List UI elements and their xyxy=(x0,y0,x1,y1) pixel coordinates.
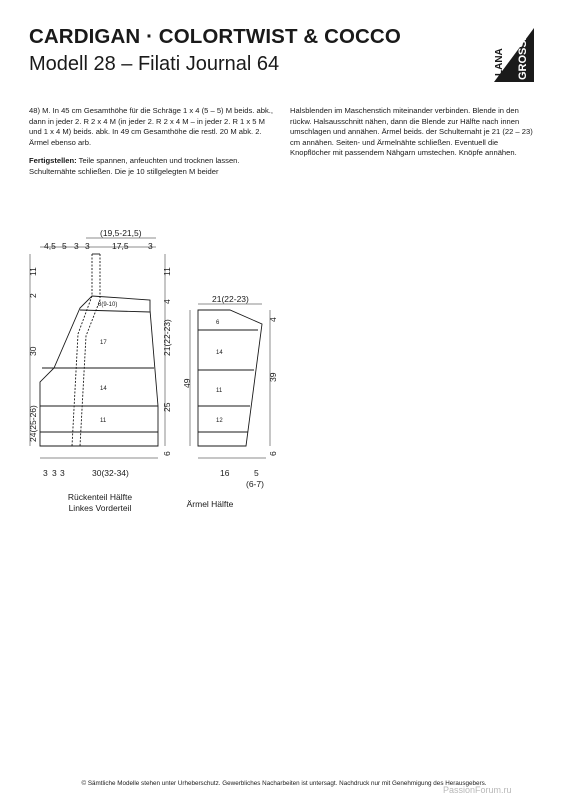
caption-line: Rückenteil Hälfte xyxy=(67,492,133,502)
dim-label: 11 xyxy=(28,267,38,276)
page-title: CARDIGAN · COLORTWIST & COCCO xyxy=(29,25,401,48)
svg-text:LANA: LANA xyxy=(494,48,505,76)
dim-label: 30(32-34) xyxy=(92,468,129,478)
stripe-label: 14 xyxy=(100,386,107,392)
dim-label: 6 xyxy=(268,451,278,456)
svg-text:GROSSA: GROSSA xyxy=(517,32,529,80)
dim-label: 49 xyxy=(182,378,192,388)
paragraph: 48) M. In 45 cm Gesamthöhe für die Schräge 1 x 4 (5 – 5) M beids. abk., dann in jeder 2. R 2 x 4 M (in jeder 2. R 2 x 4 M – in jeder 2. R 1 x 5 M und 1 x 4 M) beids. abk. In 49 cm Gesamthöhe die restl. 20 M abk. 2. Ärmel ebenso arb. xyxy=(29,106,273,147)
dim-label: (6-7) xyxy=(246,479,264,489)
stripe-label: 11 xyxy=(216,388,223,394)
caption-sleeve: Ärmel Hälfte xyxy=(186,499,234,509)
stripe-label: 14 xyxy=(216,350,223,356)
knitting-schematic xyxy=(0,220,566,530)
dim-label: 4 xyxy=(162,299,172,304)
dim-label: 39 xyxy=(268,372,278,382)
copyright-footer: © Sämtliche Modelle stehen unter Urheberschutz. Gewerbliches Nacharbeiten ist untersagt. Nachdruck nur mit Genehmigung des Herausgebers. xyxy=(81,780,487,787)
text-column-left xyxy=(29,106,277,186)
dim-label: 11 xyxy=(162,267,172,276)
stripe-label: 8(9-10) xyxy=(98,302,118,308)
dim-label: 25 xyxy=(162,402,172,412)
dim-label: 21(22-23) xyxy=(162,319,172,356)
dim-label: 3 xyxy=(43,468,48,478)
dim-label: 30 xyxy=(28,346,38,356)
dim-label: 3 xyxy=(60,468,65,478)
paragraph: Halsblenden im Maschenstich miteinander verbinden. Blende in den rückw. Halsausschnitt nähen, dann die Blende zur Hälfte nach innen umschlagen und annähen. Ärmel beids. der Schulternaht je 21 (22 – 23) cm annähen. Seiten- und Ärmelnähte schließen. Eventuell die Knopflöcher mit passendem Nähgarn umstechen. Knöpfe annähen. xyxy=(290,106,533,158)
dim-label: 5 xyxy=(62,241,67,251)
stripe-line xyxy=(80,310,150,312)
watermark: PassionForum.ru xyxy=(443,785,512,795)
dim-label: 6 xyxy=(162,451,172,456)
dim-label: 16 xyxy=(220,468,230,478)
stripe-label: 6 xyxy=(216,320,220,326)
page-subtitle: Modell 28 – Filati Journal 64 xyxy=(29,53,280,75)
header-divider xyxy=(0,92,566,93)
dim-label: 17,5 xyxy=(112,241,129,251)
caption-back-front xyxy=(50,492,150,514)
stripe-label: 17 xyxy=(100,340,107,346)
dim-label: 3 xyxy=(52,468,57,478)
lana-grossa-logo xyxy=(490,24,538,86)
dim-label: 5 xyxy=(254,468,259,478)
front-band xyxy=(80,254,100,446)
paragraph xyxy=(29,156,277,177)
dim-label: 21(22-23) xyxy=(212,294,249,304)
section-label: Fertigstellen: xyxy=(29,156,77,166)
stripe-label: 11 xyxy=(100,418,107,424)
dim-label: 2 xyxy=(28,293,38,298)
dim-label: 3 xyxy=(148,241,153,251)
paragraph-text: Teile spannen, anfeuchten und trocknen lassen. Schulternähte schließen. Die je 10 stillgelegten M beider xyxy=(29,156,240,176)
dim-label: (19,5-21,5) xyxy=(100,228,142,238)
dim-label: 24(25-26) xyxy=(28,405,38,442)
dim-label: 4,5 xyxy=(44,241,56,251)
dim-label: 3 xyxy=(74,241,79,251)
text-column-right xyxy=(290,106,538,167)
caption-line: Linkes Vorderteil xyxy=(68,503,132,513)
stripe-label: 12 xyxy=(216,418,223,424)
body-outline xyxy=(40,296,158,446)
dim-label: 3 xyxy=(85,241,90,251)
dim-label: 4 xyxy=(268,317,278,322)
